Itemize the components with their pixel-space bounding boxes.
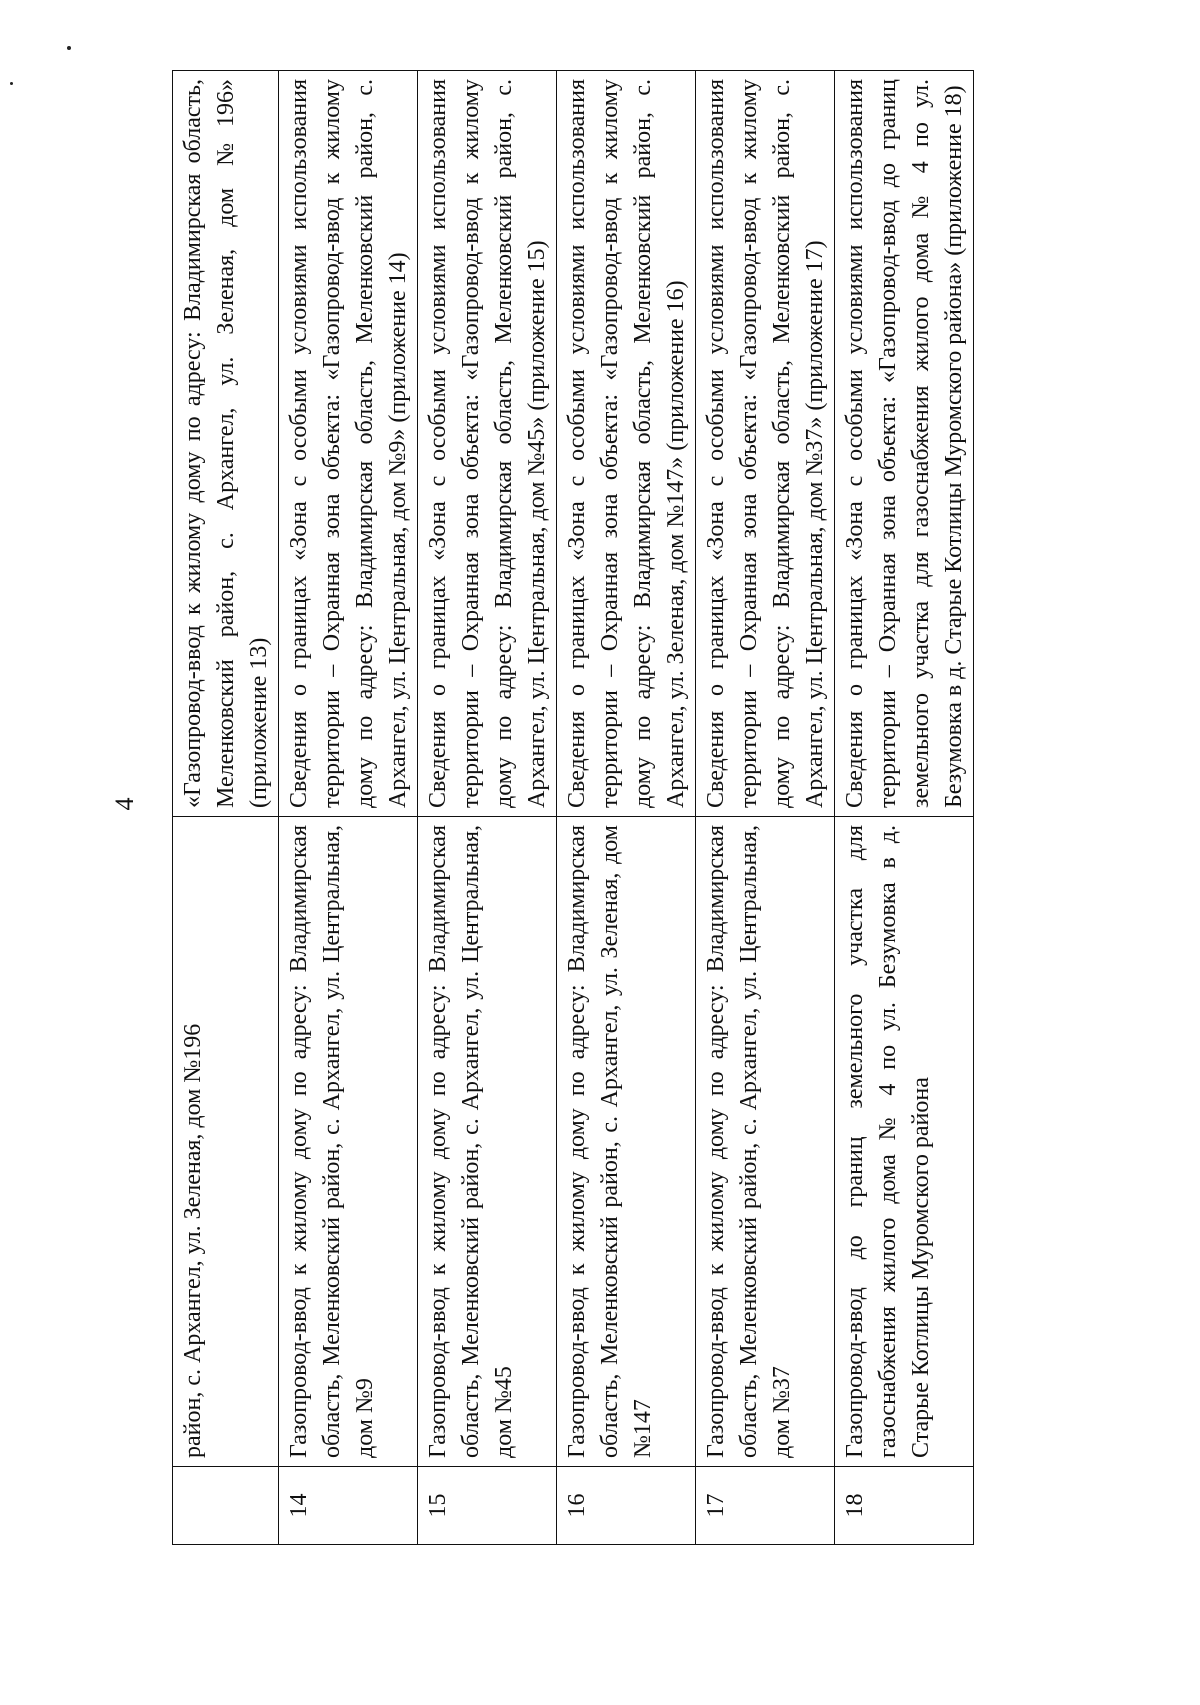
scan-speck: [10, 82, 13, 85]
zone-information: Сведения о границах «Зона с особыми условиями использования территории – Охранная зона объекта: «Газопровод-ввод к жилому дому по адресу: Владимирская область, Меленковский район, с. Архангел, ул. Зеленая, дом №147» (приложение 16): [557, 71, 696, 817]
object-description: Газопровод-ввод к жилому дому по адресу: Владимирская область, Меленковский район, с. Архангел, ул. Зеленая, дом №147: [557, 817, 696, 1467]
zone-information: «Газопровод-ввод к жилому дому по адресу: Владимирская область, Меленковский район, с. Архангел, ул. Зеленая, дом №196» (приложение 13): [173, 71, 279, 817]
table-row: [696, 71, 835, 1545]
object-description: Газопровод-ввод к жилому дому по адресу: Владимирская область, Меленковский район, с. Архангел, ул. Центральная, дом №9: [279, 817, 418, 1467]
table-body: [173, 71, 974, 1545]
zone-information: Сведения о границах «Зона с особыми условиями использования территории – Охранная зона объекта: «Газопровод-ввод к жилому дому по адресу: Владимирская область, Меленковский район, с. Архангел, ул. Центральная, дом №37» (приложение 17): [696, 71, 835, 817]
object-description: район, с. Архангел, ул. Зеленая, дом №196: [173, 817, 279, 1467]
rotated-page: [110, 63, 1070, 1545]
row-number: 14: [279, 1467, 418, 1545]
row-number: 15: [418, 1467, 557, 1545]
table-row: [835, 71, 974, 1545]
table-row: [173, 71, 279, 1545]
row-number: [173, 1467, 279, 1545]
page-number: 4: [110, 797, 139, 811]
object-description: Газопровод-ввод к жилому дому по адресу: Владимирская область, Меленковский район, с. Архангел, ул. Центральная, дом №37: [696, 817, 835, 1467]
table-row: [557, 71, 696, 1545]
object-description: Газопровод-ввод к жилому дому по адресу: Владимирская область, Меленковский район, с. Архангел, ул. Центральная, дом №45: [418, 817, 557, 1467]
object-description: Газопровод-ввод до границ земельного участка для газоснабжения жилого дома № 4 по ул. Безумовка в д. Старые Котлицы Муромского района: [835, 817, 974, 1467]
zone-information: Сведения о границах «Зона с особыми условиями использования территории – Охранная зона объекта: «Газопровод-ввод к жилому дому по адресу: Владимирская область, Меленковский район, с. Архангел, ул. Центральная, дом №9» (приложение 14): [279, 71, 418, 817]
row-number: 17: [696, 1467, 835, 1545]
row-number: 16: [557, 1467, 696, 1545]
document-table: [172, 70, 974, 1545]
scan-speck: [67, 46, 71, 50]
table-row: [418, 71, 557, 1545]
zone-information: Сведения о границах «Зона с особыми условиями использования территории – Охранная зона объекта: «Газопровод-ввод до границ земельного участка для газоснабжения жилого дома № 4 по ул. Безумовка в д. Старые Котлицы Муромского района» (приложение 18): [835, 71, 974, 817]
table-row: [279, 71, 418, 1545]
zone-information: Сведения о границах «Зона с особыми условиями использования территории – Охранная зона объекта: «Газопровод-ввод к жилому дому по адресу: Владимирская область, Меленковский район, с. Архангел, ул. Центральная, дом №45» (приложение 15): [418, 71, 557, 817]
row-number: 18: [835, 1467, 974, 1545]
